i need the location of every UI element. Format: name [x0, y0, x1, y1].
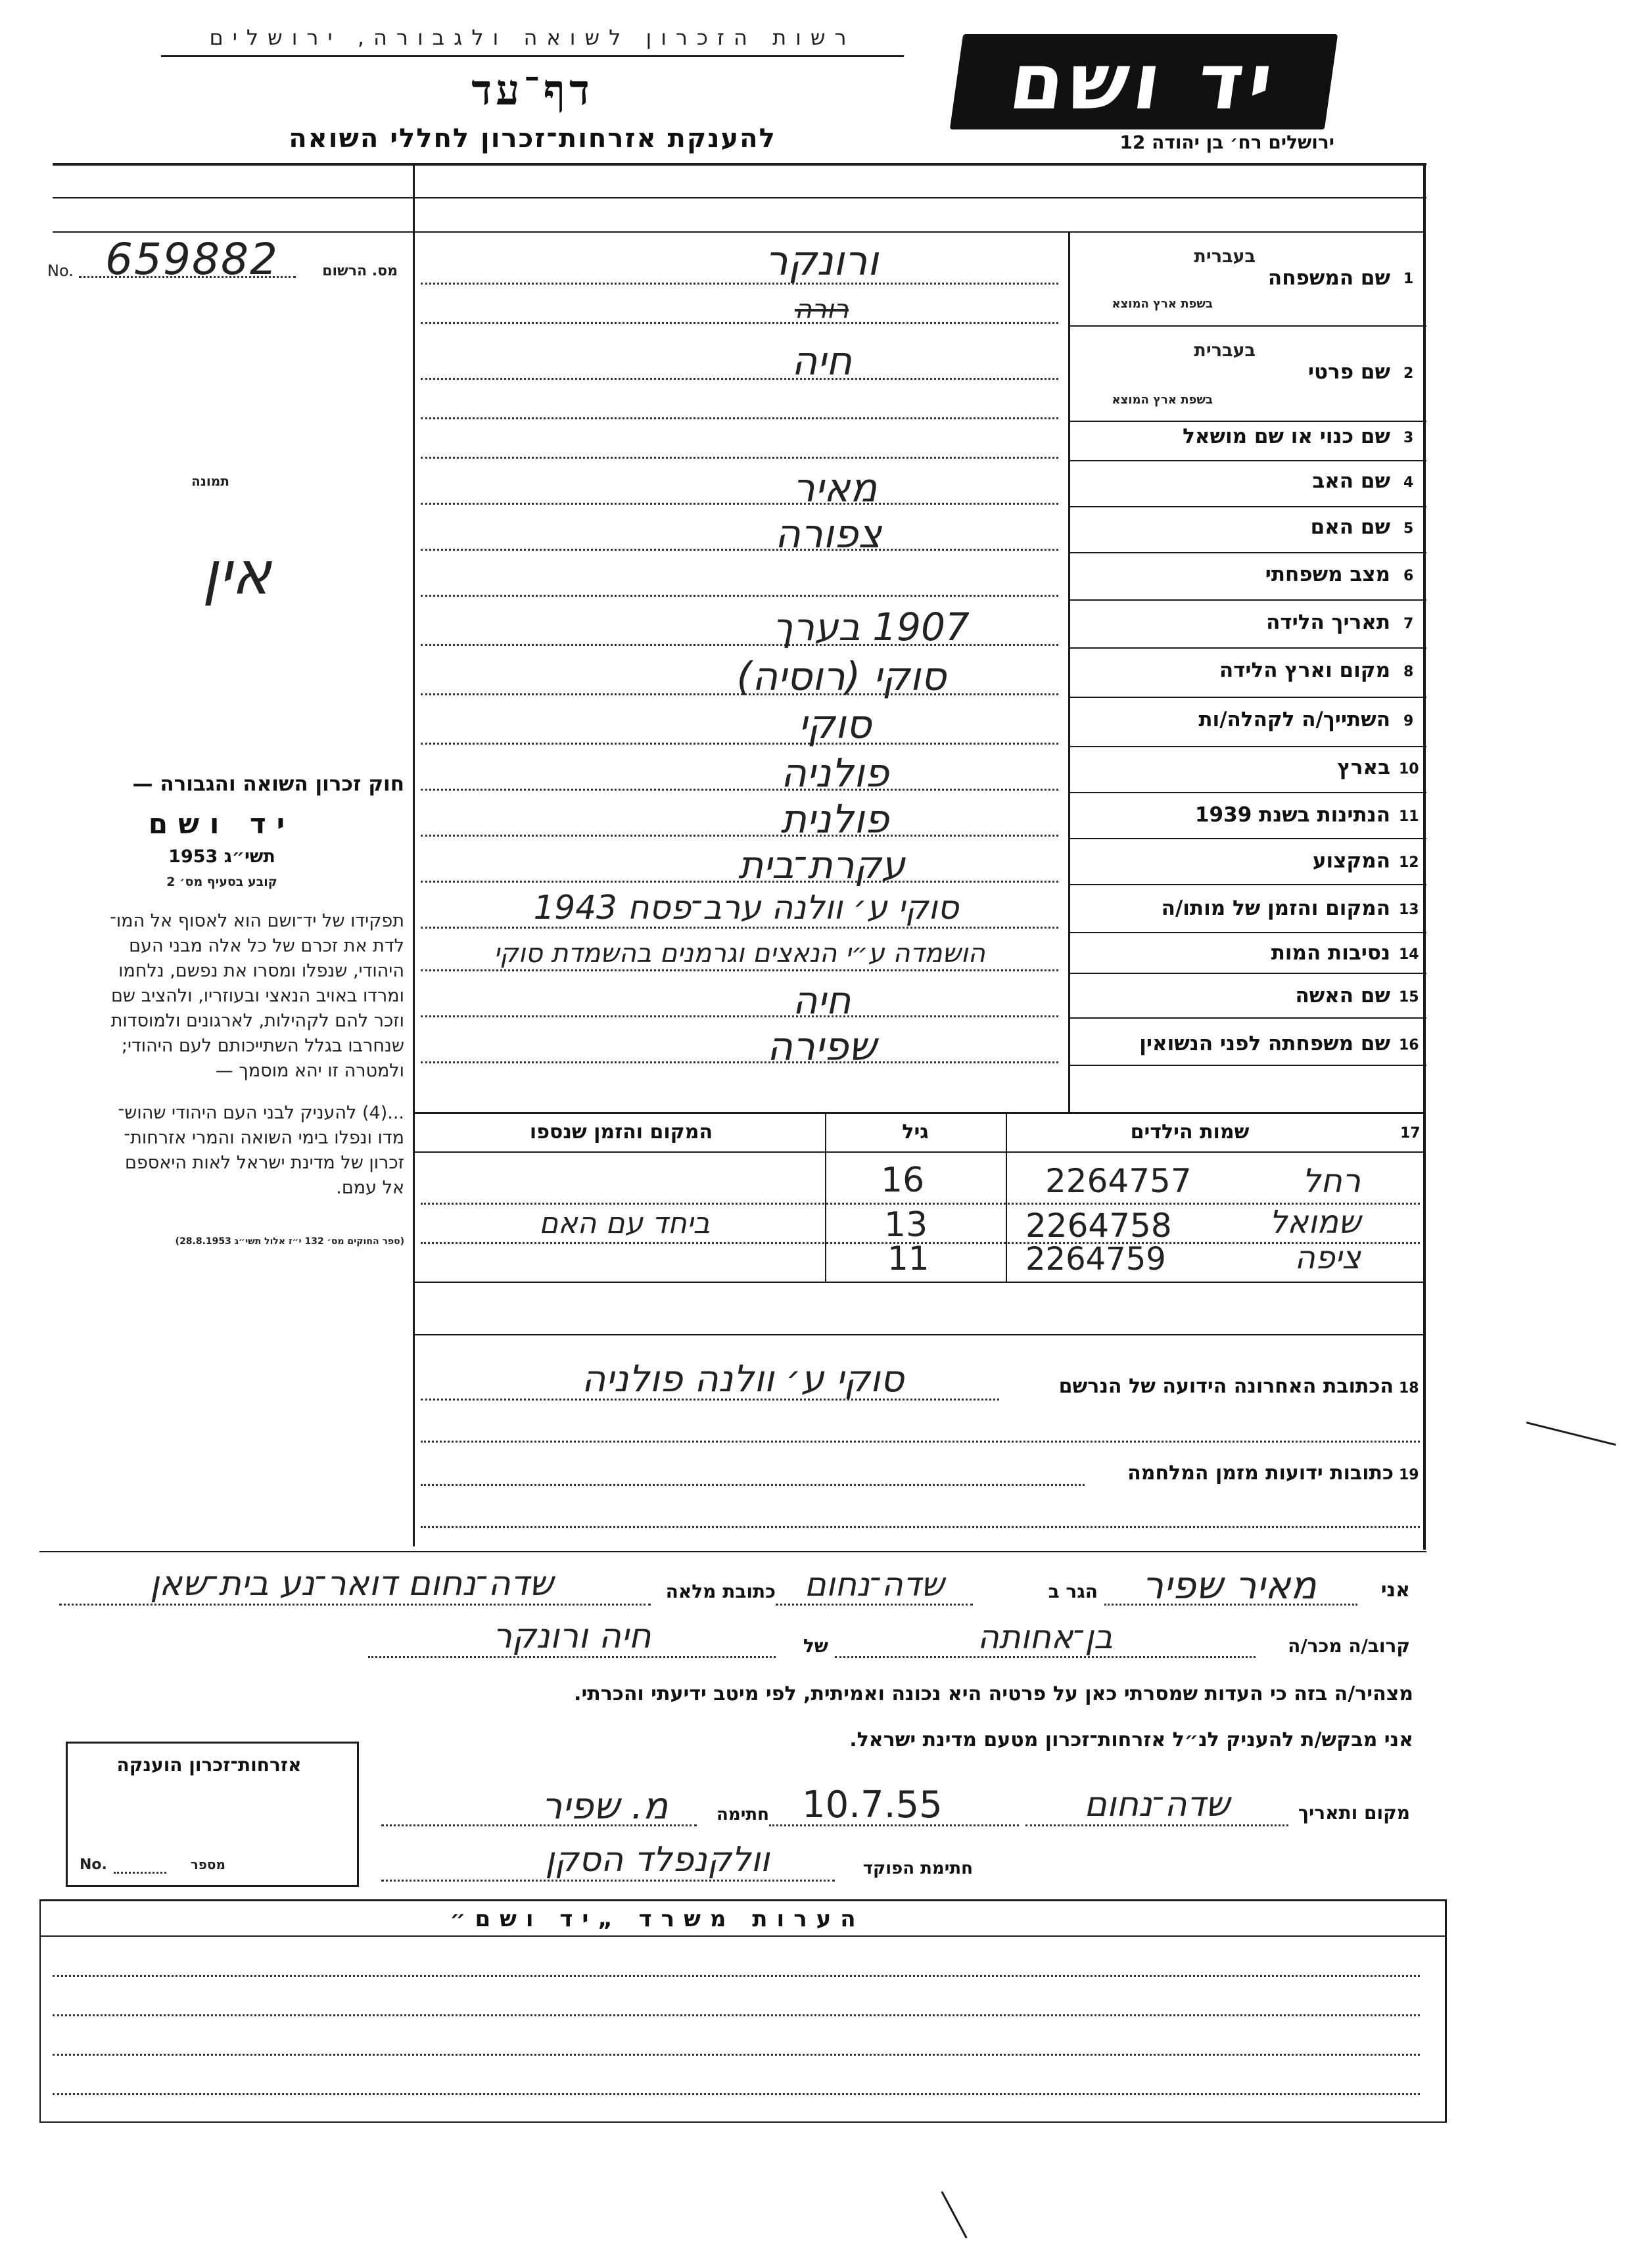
field-15-number: 15 [1399, 989, 1419, 1006]
field-2-sub2: בשפת ארץ המוצא [1112, 393, 1213, 407]
declaration-resides: הגר ב [1048, 1581, 1098, 1602]
field-7-value: 1907 בערך [772, 605, 970, 649]
field-5-label: שם האם [1310, 515, 1390, 539]
field-16-label: שם משפחתה לפני הנשואין [1139, 1032, 1390, 1055]
declaration-line-4: אני מבקש/ת להעניק לנ״ל אזרחות־זכרון מטעם מדינת ישראל. [849, 1728, 1413, 1751]
document-title: דף־עד [471, 66, 594, 115]
child-age: 16 [881, 1161, 925, 1200]
header-top-line: רשות הזכרון לשואה ולגבורה, ירושלים [209, 25, 856, 50]
registration-label: מס. הרשום [322, 263, 398, 279]
law-line: וזכר להם לקהילות, לארגונים ולמוסדות [110, 1011, 404, 1031]
yad-vashem-logo [950, 34, 1338, 129]
field-13-value: סוקי ע׳ וולנה ערב־פסח 1943 [533, 889, 959, 927]
field-1-value: ורונקר [764, 237, 879, 285]
declarant-city: שדה־נחום [804, 1565, 945, 1604]
declaration-place: שדה־נחום [1084, 1785, 1230, 1824]
field-6-label: מצב משפחתי [1265, 563, 1390, 586]
children-header-age: גיל [902, 1121, 929, 1144]
law-line: שנחרבו בגלל השתייכותם לעם היהודי; [121, 1036, 404, 1056]
field-11-label: הנתינות בשנת 1939 [1194, 803, 1390, 827]
field-19-number: 19 [1399, 1467, 1419, 1483]
header-address: ירושלים רח׳ בן יהודה 12 [1119, 131, 1334, 153]
field-2-sub1: בעברית [1194, 340, 1256, 361]
child-code: 2264758 [1025, 1207, 1172, 1245]
field-9-number: 9 [1403, 713, 1414, 729]
field-9-value: סוקי [798, 702, 872, 748]
law-line: תפקידו של יד־ושם הוא לאסוף אל המו־ [110, 911, 404, 931]
field-10-number: 10 [1399, 761, 1419, 777]
field-2-value: חיה [791, 338, 852, 384]
field-11-value: פולנית [780, 797, 889, 843]
field-4-value: מאיר [792, 465, 878, 511]
field-1-sub2: בשפת ארץ המוצא [1112, 297, 1213, 311]
field-18-number: 18 [1399, 1380, 1419, 1397]
field-1-sub1: בעברית [1194, 246, 1256, 267]
field-9-label: השתייך/ה לקהלה/ות [1198, 708, 1390, 731]
field-6-number: 6 [1403, 568, 1414, 584]
law-line: ומרדו באויב הנאצי ובעוזריו, ולהציב שם [110, 986, 404, 1006]
child-age: 11 [887, 1239, 929, 1278]
declaration-line-3: מצהיר/ה בזה כי העדות שמסרתי כאן על פרטיה היא נכונה ואמיתית, לפי מיטב ידיעתי והכרתי. [574, 1682, 1413, 1705]
photo-label: תמונה [191, 473, 229, 489]
declaration-date: 10.7.55 [802, 1784, 943, 1826]
field-4-number: 4 [1403, 474, 1414, 491]
declarant-relation: בן־אחותה [977, 1618, 1113, 1656]
field-19-label: כתובות ידועות מזמן המלחמה [1127, 1462, 1394, 1485]
law-title: חוק זכרון השואה והגבורה — [132, 772, 404, 796]
field-13-number: 13 [1399, 902, 1419, 918]
field-11-number: 11 [1399, 808, 1419, 825]
registration-number: 659882 [105, 234, 279, 285]
field-8-number: 8 [1403, 664, 1414, 680]
field-1-number: 1 [1403, 271, 1414, 287]
law-line: זכרון של מדינת ישראל לאות היאספם [125, 1153, 404, 1173]
child-name: שמואל [1269, 1204, 1361, 1241]
law-paragraph-1 [39, 909, 404, 1084]
declarant-name: מאיר שפיר [1142, 1563, 1317, 1608]
officer-signature-label: חתימת הפוקד [862, 1859, 973, 1878]
granted-box-no: No. [80, 1857, 107, 1873]
granted-box-title: אזרחות־זכרון הוענקה [116, 1754, 302, 1776]
law-year: תשי״ג 1953 [168, 846, 275, 867]
child-code: 2264759 [1025, 1241, 1166, 1278]
children-header-place: המקום והזמן שנספו [529, 1121, 713, 1144]
field-4-label: שם האב [1312, 469, 1390, 493]
declaration-relative-label: קרוב/ה מכר/ה [1288, 1635, 1410, 1657]
law-line: היהודי, שנפלו ומסרו את נפשם, נלחמו [118, 961, 404, 981]
field-1-value-2: רורה [794, 294, 849, 325]
field-10-label: בארץ [1337, 756, 1390, 779]
law-paragraph-2 [39, 1101, 404, 1201]
declaration-address-label: כתובת מלאה [665, 1581, 776, 1602]
child-name: ציפה [1294, 1239, 1361, 1276]
law-text [39, 772, 404, 1247]
photo-value: אין [202, 539, 271, 608]
granted-box [66, 1742, 359, 1887]
field-18-label: הכתובת האחרונה הידועה של הנרשם [1058, 1375, 1394, 1398]
field-14-label: נסיבות המות [1271, 941, 1390, 965]
declarant-address: שדה־נחום דואר־נע בית־שאן [150, 1564, 553, 1604]
field-14-value: הושמדה ע״י הנאצים וגרמנים בהשמדת סוקי [494, 938, 985, 969]
granted-box-number-label: מספר [190, 1857, 225, 1872]
place-date-label: מקום ותאריך [1298, 1802, 1410, 1824]
field-5-number: 5 [1403, 521, 1414, 537]
document-subtitle: להענקת אזרחות־זכרון לחללי השואה [289, 124, 776, 154]
field-12-label: המקצוע [1312, 849, 1390, 873]
field-16-value: שפירה [766, 1024, 877, 1070]
registration-no-label: No. [47, 262, 74, 280]
child-name: רחל [1302, 1162, 1361, 1200]
field-1-label: שם המשפחה [1267, 266, 1390, 290]
children-header-names: שמות הילדים [1130, 1121, 1250, 1144]
field-2-number: 2 [1403, 365, 1414, 382]
child-code: 2264757 [1045, 1162, 1192, 1200]
law-line: מדו ונפלו בימי השואה והמרי אזרחות־ [124, 1128, 404, 1148]
field-12-number: 12 [1399, 854, 1419, 871]
field-5-value: צפורה [774, 511, 882, 557]
signature-label: חתימה [717, 1805, 769, 1824]
officer-signature: וולקנפלד הסקן [545, 1840, 770, 1880]
field-16-number: 16 [1399, 1037, 1419, 1053]
field-2-label: שם פרטי [1307, 360, 1390, 384]
field-3-number: 3 [1403, 430, 1414, 446]
law-source: (ספר החוקים מס׳ 132 י״ז אלול תשי״ג 28.8.1953) [175, 1236, 404, 1247]
logo-text: יד ושם [1004, 36, 1284, 127]
law-org-name: יד ושם [148, 808, 296, 840]
field-7-label: תאריך הלידה [1266, 611, 1390, 634]
field-13-label: המקום והזמן של מותו/ה [1161, 896, 1390, 920]
declaration-of-label: של [803, 1635, 828, 1657]
law-line: ולמטרה זו יהא מוסמך — [215, 1061, 404, 1081]
field-15-value: חיה [792, 978, 851, 1023]
child-age: 13 [884, 1205, 928, 1245]
field-8-label: מקום וארץ הלידה [1219, 659, 1390, 682]
declaration-of-name: חיה ורונקר [492, 1617, 651, 1656]
declaration-ani: אני [1380, 1579, 1410, 1602]
field-3-label: שם כנוי או שם מושאל [1183, 425, 1390, 448]
declarant-signature: מ. שפיר [541, 1785, 669, 1828]
child-place: ביחד עם האם [538, 1207, 711, 1240]
law-line: אל עמם. [336, 1178, 404, 1198]
law-line: לדת את זכרם של כל אלה מבני העם [129, 936, 404, 956]
law-clause: קובע בסעיף מס׳ 2 [166, 875, 277, 889]
field-7-number: 7 [1403, 616, 1414, 632]
field-14-number: 14 [1399, 946, 1419, 963]
field-10-value: פולניה [780, 751, 889, 797]
law-line: ...(4) להעניק לבני העם היהודי שהוש־ [118, 1103, 404, 1123]
field-15-label: שם האשה [1295, 984, 1390, 1007]
children-number: 17 [1400, 1125, 1421, 1142]
field-8-value: סוקי (רוסיה) [736, 654, 947, 700]
notes-title: הערות משרד „יד ושם״ [450, 1906, 865, 1932]
field-18-value: סוקי ע׳ וולנה פולניה [581, 1358, 905, 1400]
field-12-value: עקרת־בית [738, 843, 905, 887]
